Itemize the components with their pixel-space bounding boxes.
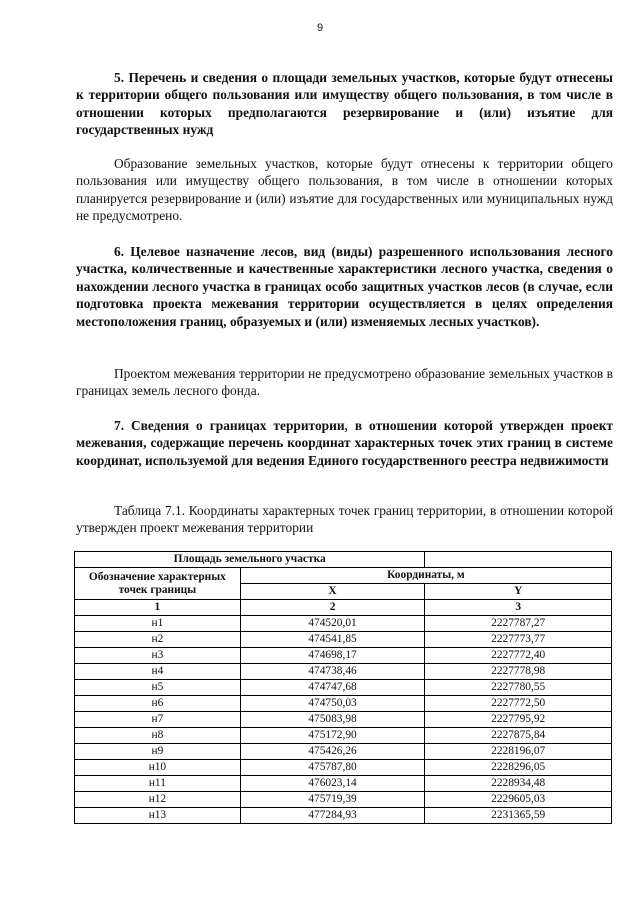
x-cell: 474541,85	[240, 632, 425, 648]
point-cell: н2	[75, 632, 241, 648]
point-cell: н7	[75, 712, 241, 728]
y-cell: 2228196,07	[425, 744, 612, 760]
table-row	[75, 680, 612, 696]
table-row	[75, 728, 612, 744]
section-6-text: Проектом межевания территории не предусмотрено образование земельных участков в границах земель лесного фонда.	[76, 366, 613, 399]
y-cell: 2227875,84	[425, 728, 612, 744]
y-cell: 2227780,55	[425, 680, 612, 696]
page-number: 9	[316, 22, 324, 34]
y-cell: 2231365,59	[425, 808, 612, 824]
y-cell: 2227795,92	[425, 712, 612, 728]
section-5-text: Образование земельных участков, которые будут отнесены к территории общего пользования или имуществу общего пользования, в том числе в отношении которых планируется резервирование и (или) изъятие для государственных или муниципальных нужд не предусмотрено.	[76, 156, 613, 224]
table-title: Площадь земельного участка	[75, 552, 425, 568]
x-cell: 477284,93	[240, 808, 425, 824]
point-cell: н1	[75, 616, 241, 632]
section-5-heading: 5. Перечень и сведения о площади земельных участков, которые будут отнесены к территории общего пользования или имуществу общего пользования, в том числе в отношении которых предполагаются резервирование и (или) изъятие для государственных нужд	[76, 70, 613, 138]
header-coordinates: Координаты, м	[240, 568, 611, 584]
table-row	[75, 632, 612, 648]
header-num-3: 3	[425, 600, 612, 616]
y-cell: 2228934,48	[425, 776, 612, 792]
x-cell: 474747,68	[240, 680, 425, 696]
point-cell: н3	[75, 648, 241, 664]
y-cell: 2228296,05	[425, 760, 612, 776]
point-cell: н6	[75, 696, 241, 712]
table-row	[75, 776, 612, 792]
x-cell: 475426,26	[240, 744, 425, 760]
header-x: X	[240, 584, 425, 600]
section-7-heading: 7. Сведения о границах территории, в отношении которой утвержден проект межевания, содержащие перечень координат характерных точек этих границ в системе координат, используемой для ведения Единого государственного реестра недвижимости	[76, 418, 613, 468]
table-caption: Таблица 7.1. Координаты характерных точек границ территории, в отношении которой утвержден проект межевания территории	[76, 503, 613, 536]
header-point: Обозначение характерных точек границы	[75, 568, 241, 600]
table-row	[75, 760, 612, 776]
x-cell: 475083,98	[240, 712, 425, 728]
x-cell: 474738,46	[240, 664, 425, 680]
table-row	[75, 808, 612, 824]
y-cell: 2227773,77	[425, 632, 612, 648]
table-row	[75, 616, 612, 632]
x-cell: 476023,14	[240, 776, 425, 792]
table-row	[75, 744, 612, 760]
point-cell: н11	[75, 776, 241, 792]
table-row	[75, 792, 612, 808]
point-cell: н5	[75, 680, 241, 696]
header-num-2: 2	[240, 600, 425, 616]
point-cell: н9	[75, 744, 241, 760]
y-cell: 2227772,50	[425, 696, 612, 712]
y-cell: 2227787,27	[425, 616, 612, 632]
x-cell: 475172,90	[240, 728, 425, 744]
table-row	[75, 648, 612, 664]
coordinates-table	[74, 551, 612, 824]
x-cell: 475719,39	[240, 792, 425, 808]
point-cell: н12	[75, 792, 241, 808]
y-cell: 2227772,40	[425, 648, 612, 664]
point-cell: н10	[75, 760, 241, 776]
point-cell: н13	[75, 808, 241, 824]
y-cell: 2227778,98	[425, 664, 612, 680]
header-num-1: 1	[75, 600, 241, 616]
x-cell: 474750,03	[240, 696, 425, 712]
x-cell: 475787,80	[240, 760, 425, 776]
table-row	[75, 696, 612, 712]
table-title-spacer	[425, 552, 612, 568]
header-y: Y	[425, 584, 612, 600]
point-cell: н8	[75, 728, 241, 744]
point-cell: н4	[75, 664, 241, 680]
x-cell: 474520,01	[240, 616, 425, 632]
x-cell: 474698,17	[240, 648, 425, 664]
table-row	[75, 664, 612, 680]
table-row	[75, 712, 612, 728]
y-cell: 2229605,03	[425, 792, 612, 808]
section-6-heading: 6. Целевое назначение лесов, вид (виды) разрешенного использования лесного участка, количественные и качественные характеристики лесного участка, сведения о нахождении лесного участка в границах особо защитных участков лесов (в случае, если подготовка проекта межевания территории осуществляется в целях определения местоположения границ, образуемых и (или) изменяемых лесных участков).	[76, 244, 613, 329]
